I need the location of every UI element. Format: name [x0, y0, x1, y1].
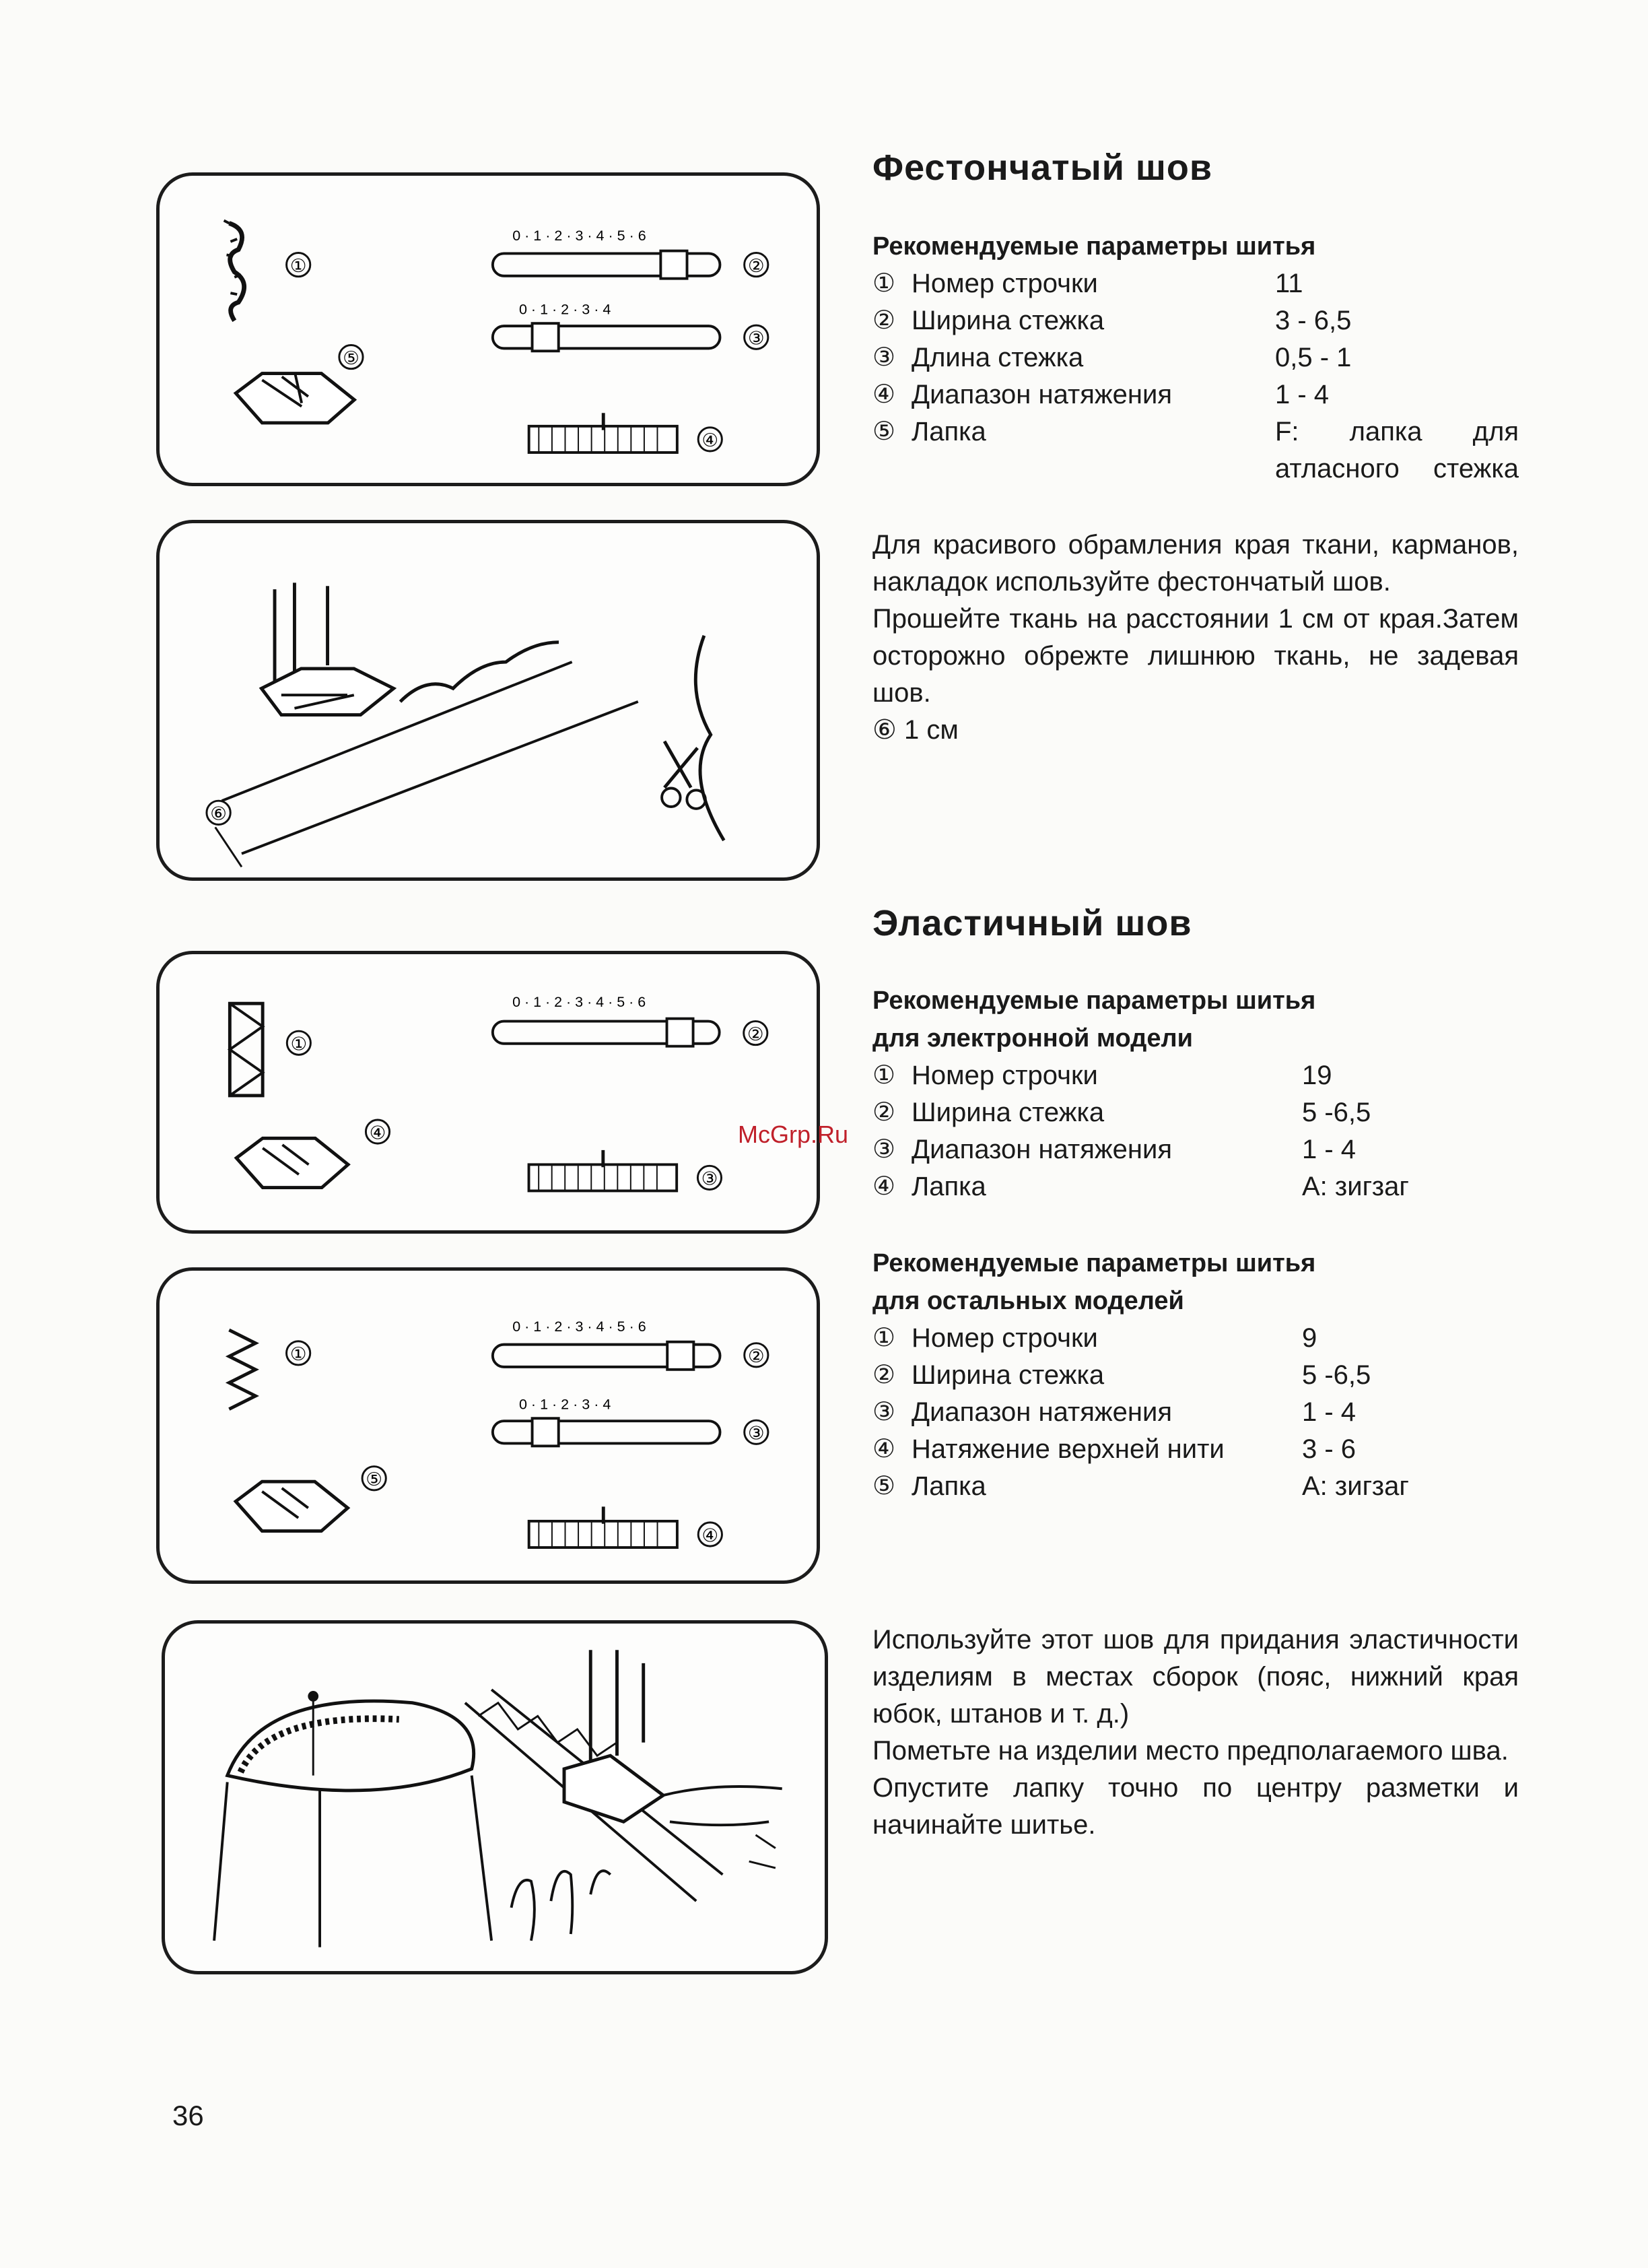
callout-2: ② [747, 1023, 764, 1044]
scallop-settings-panel [156, 172, 820, 486]
zigzag-stitch-icon [229, 1330, 255, 1409]
scallop-sewing-panel [156, 520, 820, 881]
callout-6: ⑥ [210, 803, 227, 824]
scallop-stitch-icon [229, 223, 244, 321]
elastic-electronic-params [872, 1057, 1519, 1205]
scallop-desc-1: Для красивого обрамления края ткани, карманов, накладок используйте фестончатый шов. [872, 530, 1519, 597]
param-row: ② Ширина стежка 3 - 6,5 [872, 306, 1352, 335]
elastic-section [872, 902, 1519, 944]
param-row: ③ Диапазон натяжения 1 - 4 [872, 1135, 1357, 1164]
elastic-other-heading-2: для остальных моделей [872, 1287, 1184, 1315]
scallop-params-heading: Рекомендуемые параметры шитья [872, 232, 1316, 261]
length-scale: 0 · 1 · 2 · 3 · 4 [519, 1396, 611, 1413]
presser-foot-icon [236, 1138, 348, 1187]
elastic-title: Эластичный шов [872, 903, 1192, 943]
scallop-settings-figure [160, 176, 817, 483]
scallop-description [872, 527, 1519, 749]
callout-3: ③ [748, 1422, 765, 1444]
presser-foot-icon [236, 374, 354, 423]
watermark: McGrp.Ru [738, 1121, 849, 1148]
hands-illustration [512, 1871, 611, 1941]
elastic-electronic-heading-2: для электронной модели [872, 1024, 1193, 1053]
presser-foot-icon [236, 1481, 347, 1531]
param-row: ④ Натяжение верхней нити 3 - 6 [872, 1434, 1357, 1464]
param-row: ④ Лапка А: зигзаг [872, 1172, 1409, 1201]
param-row: ② Ширина стежка 5 -6,5 [872, 1098, 1371, 1127]
elastic-description [872, 1622, 1519, 1844]
waistband-illustration [228, 1701, 474, 1791]
scissors-icon [664, 741, 697, 788]
elastic-desc-3: Опустите лапку точно по центру разметки и начинайте шитье. [872, 1773, 1519, 1840]
callout-4: ④ [701, 430, 719, 451]
callout-1: ① [289, 255, 307, 276]
scallop-title: Фестончатый шов [872, 147, 1213, 188]
callout-1: ① [290, 1033, 308, 1055]
elastic-stitch-icon [230, 1003, 263, 1096]
callout-3: ③ [747, 327, 765, 349]
elastic-electronic-settings-panel [156, 951, 820, 1234]
scallop-desc-3: ⑥ 1 см [872, 715, 959, 745]
param-row: ④ Диапазон натяжения 1 - 4 [872, 380, 1330, 409]
scallop-sewing-figure [160, 523, 817, 877]
param-row: ⑤ Лапка А: зигзаг [872, 1471, 1409, 1501]
elastic-electronic-block [872, 982, 1519, 1205]
callout-5: ⑤ [366, 1469, 382, 1490]
page-number: 36 [172, 2100, 204, 2131]
callout-3: ③ [701, 1168, 718, 1189]
elastic-other-block [872, 1244, 1519, 1505]
callout-4: ④ [369, 1122, 386, 1143]
elastic-other-params [872, 1320, 1519, 1505]
callout-4: ④ [701, 1525, 719, 1546]
length-scale: 0 · 1 · 2 · 3 · 4 [518, 301, 611, 318]
elastic-sewing-panel [162, 1620, 828, 1974]
width-scale: 0 · 1 · 2 · 3 · 4 · 5 · 6 [512, 994, 646, 1011]
elastic-electronic-figure [160, 954, 817, 1230]
param-row: ③ Диапазон натяжения 1 - 4 [872, 1397, 1357, 1427]
scallop-section [872, 147, 1519, 189]
param-row: ① Номер строчки 9 [872, 1323, 1317, 1353]
param-row: ① Номер строчки 19 [872, 1061, 1332, 1090]
scallop-desc-2: Прошейте ткань на расстоянии 1 см от края.Затем осторожно обрежте лишнюю ткань, не задевая шов. [872, 604, 1519, 708]
callout-2: ② [747, 255, 765, 276]
elastic-other-heading-1: Рекомендуемые параметры шитья [872, 1249, 1316, 1277]
param-row: ① Номер строчки 11 [872, 269, 1303, 298]
elastic-desc-2: Пометьте на изделии место предполагаемого шва. [872, 1736, 1509, 1766]
scallop-params-block [872, 228, 1519, 488]
param-row: ③ Длина стежка 0,5 - 1 [872, 343, 1352, 372]
callout-5: ⑤ [343, 347, 359, 368]
scallop-params-list [872, 265, 1519, 488]
callout-1: ① [289, 1343, 307, 1365]
elastic-desc-1: Используйте этот шов для придания эластичности изделиям в местах сборок (пояс, нижний края юбок, штанов и т. д.) [872, 1625, 1519, 1729]
param-row: ⑤ Лапка F: лапка для атласного стежка [872, 417, 1519, 483]
width-scale: 0 · 1 · 2 · 3 · 4 · 5 · 6 [512, 227, 646, 244]
elastic-sewing-figure [165, 1624, 825, 1971]
param-row: ② Ширина стежка 5 -6,5 [872, 1360, 1371, 1390]
callout-2: ② [748, 1345, 765, 1367]
elastic-other-settings-panel [156, 1267, 820, 1584]
elastic-electronic-heading-1: Рекомендуемые параметры шитья [872, 987, 1316, 1015]
elastic-other-figure [160, 1271, 817, 1580]
sewing-machine-illustration [590, 1650, 643, 1762]
width-scale: 0 · 1 · 2 · 3 · 4 · 5 · 6 [512, 1319, 646, 1335]
